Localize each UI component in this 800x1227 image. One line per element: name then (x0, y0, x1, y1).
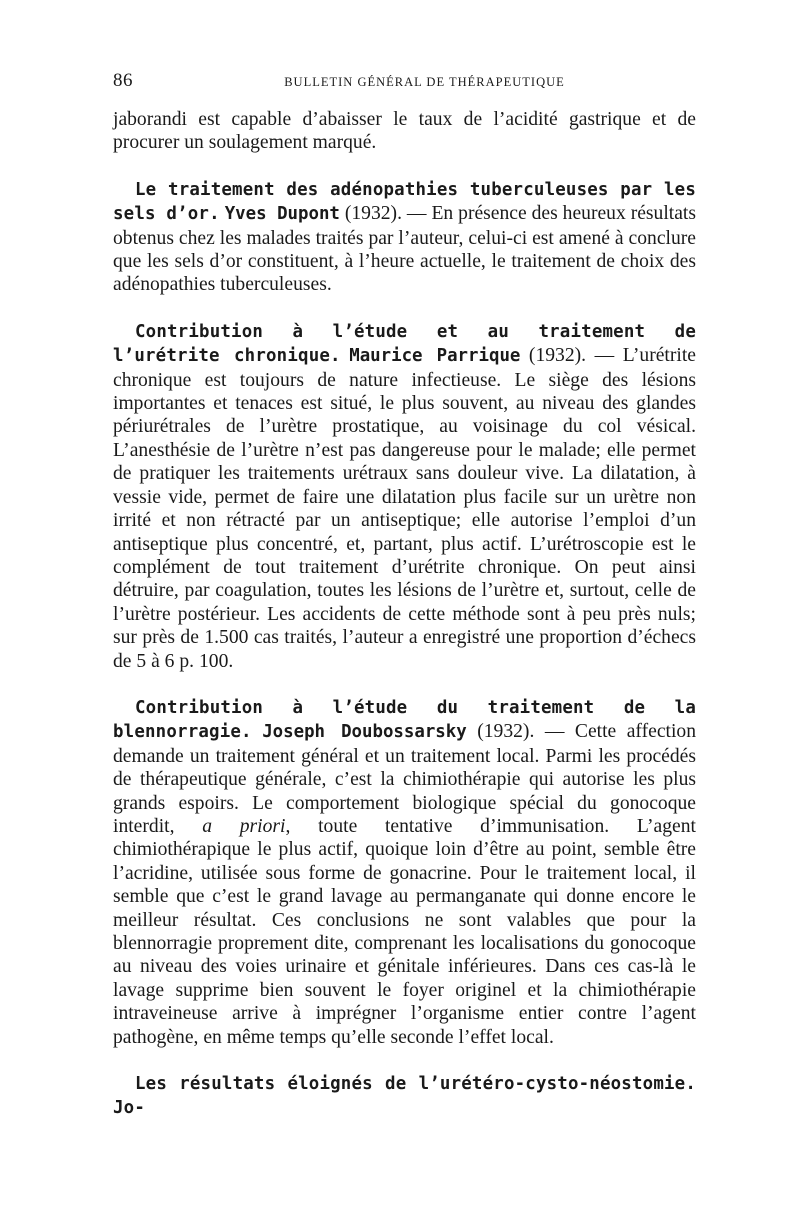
article-body: — L’urétrite chronique est toujours de nature infectieuse. Le siège des lésions importantes et tenaces est situé, le plus souvent, au niveau des glandes périurétrales de l’urètre prostatique, au voisinage du col vésical. L’anesthésie de l’urètre n’est pas dangereuse pour le malade; elle permet de pratiquer les traitements urétraux sans douleur vive. La dilatation, à vessie vide, permet de faire une dilatation plus facile sur un urètre non irrité et non rétracté par un antiseptique; elle autorise l’emploi d’un antiseptique plus concentré, et, partant, plus actif. L’urétroscopie est le complément de tout traitement d’urétrite chronique. On peut ainsi détruire, par coagulation, toutes les lésions de l’urètre et, surtout, celle de l’urètre postérieur. Les accidents de cette méthode sont à peu près nuls; sur près de 1.500 cas traités, l’auteur a enregistré une proportion d’échecs de 5 à 6 p. 100. (113, 345, 696, 672)
article-title: Les résultats éloignés de l’urétéro-cysto-néostomie. Jo- (113, 1074, 696, 1119)
article-author: Yves Dupont (224, 204, 340, 225)
article-year: (1932). (477, 721, 535, 743)
article-italic-phrase: a priori (202, 815, 286, 837)
article-title: Le traitement des adénopathies tuberculeuses par les sels d’or. (113, 179, 696, 225)
article-body: — En présence des heureux résultats obtenus chez les malades traités par l’auteur, celui-ci est amené à conclure que les sels d’or constituent, à l’heure actuelle, le traitement de choix des adénopathies tuberculeuses. (113, 203, 697, 296)
article-author: Maurice Parrique (349, 346, 521, 367)
article-gold-salts (113, 178, 696, 297)
article-year: (1932). (344, 203, 402, 225)
article-chronic-urethritis (113, 320, 696, 673)
running-title: BULLETIN GÉNÉRAL DE THÉRAPEUTIQUE (284, 75, 565, 89)
article-blennorrhagia (113, 696, 696, 1049)
article-title: Contribution à l’étude du traitement de la blennorragie. (113, 697, 696, 743)
document-page (113, 70, 696, 1121)
page-number: 86 (113, 70, 133, 91)
continuation-paragraph: jaborandi est capable d’abaisser le taux de l’acidité gastrique et de procurer un soulagement marqué. (113, 109, 696, 154)
article-title: Contribution à l’étude et au traitement de l’urétrite chronique. (113, 321, 696, 367)
page-header (113, 70, 696, 100)
article-author: Joseph Doubossarsky (262, 722, 467, 743)
article-body: — Cette affection demande un traitement général et un traitement local. Parmi les procédés de thérapeutique générale, c’est la chimiothérapie qui autorise les plus grands espoirs. Le comportement biologique spécial du gonocoque interdit, (113, 721, 696, 837)
article-body-continued: , toute tentative d’immunisation. L’agent chimiothérapique le plus actif, quoique loin d’être au point, semble être l’acridine, utilisée sous forme de gonacrine. Pour le traitement local, il semble que c’est le grand lavage au permanganate qui donne encore le meilleur résultat. Ces conclusions ne sont valables que pour la blennorragie proprement dite, comprenant les localisations du gonocoque au niveau des voies urinaire et génitale inférieures. Dans ces cas-là le lavage supprime bien souvent le foyer originel et la chimiothérapie intraveineuse arrive à imprégner l’organisme entier contre l’agent pathogène, en même temps qu’elle seconde l’effet local. (113, 815, 696, 1048)
article-ureterocystoneostomy (113, 1072, 696, 1121)
article-year: (1932). (528, 345, 587, 367)
